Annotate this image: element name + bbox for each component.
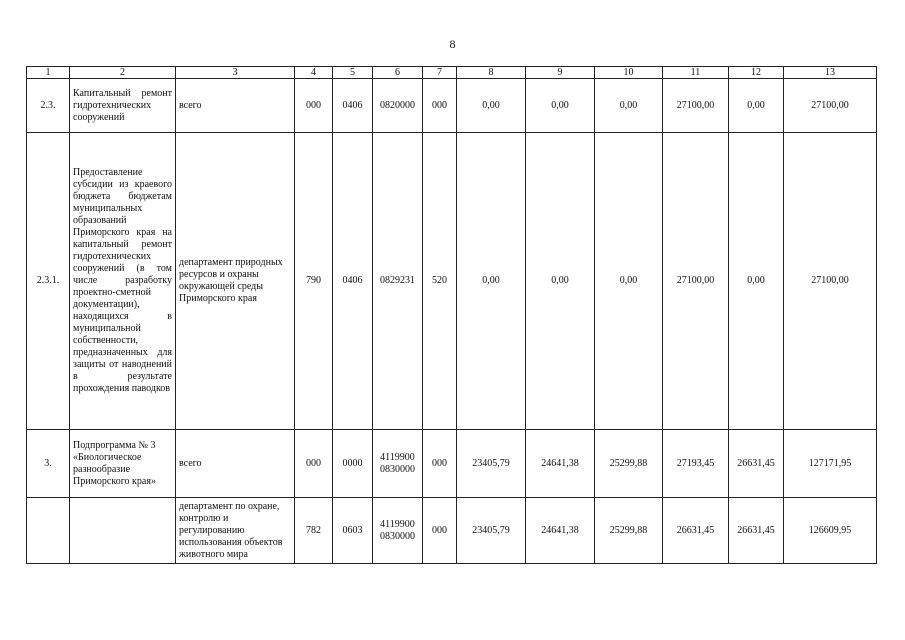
table-row <box>27 79 877 133</box>
cell-amount: 25299,88 <box>595 498 663 564</box>
cell-amount: 23405,79 <box>457 498 526 564</box>
measure-name: Подпрограмма № 3 «Биологическое разнообразие Приморского края» <box>70 430 176 498</box>
cell-rzpr: 0000 <box>333 430 373 498</box>
cell-vr: 000 <box>423 430 457 498</box>
cell-vr: 000 <box>423 498 457 564</box>
measure-name: Капитальный ремонт гидротехнических сооружений <box>70 79 176 133</box>
cell-amount: 0,00 <box>526 133 595 430</box>
column-number: 6 <box>373 67 423 79</box>
cell-csr <box>373 430 423 498</box>
cell-amount: 27193,45 <box>663 430 729 498</box>
cell-csr: 0820000 <box>373 79 423 133</box>
column-number-row <box>27 67 877 79</box>
column-number: 12 <box>729 67 784 79</box>
row-number <box>27 498 70 564</box>
cell-amount: 0,00 <box>595 133 663 430</box>
cell-total: 127171,95 <box>784 430 877 498</box>
column-number: 3 <box>176 67 295 79</box>
csr-code-line: 0830000 <box>380 463 415 475</box>
cell-grbs: 790 <box>295 133 333 430</box>
column-number: 8 <box>457 67 526 79</box>
cell-rzpr: 0406 <box>333 79 373 133</box>
responsible-executor: всего <box>176 430 295 498</box>
measure-name <box>70 498 176 564</box>
cell-amount: 0,00 <box>457 133 526 430</box>
responsible-executor: департамент природных ресурсов и охраны окружающей среды Приморского края <box>176 133 295 430</box>
cell-amount: 0,00 <box>457 79 526 133</box>
row-number: 2.3.1. <box>27 133 70 430</box>
cell-total: 27100,00 <box>784 133 877 430</box>
table-row <box>27 430 877 498</box>
cell-amount: 0,00 <box>595 79 663 133</box>
cell-amount: 26631,45 <box>663 498 729 564</box>
cell-grbs: 000 <box>295 79 333 133</box>
cell-amount: 26631,45 <box>729 430 784 498</box>
cell-amount: 23405,79 <box>457 430 526 498</box>
cell-amount: 0,00 <box>729 79 784 133</box>
table-row <box>27 133 877 430</box>
column-number: 9 <box>526 67 595 79</box>
cell-amount: 24641,38 <box>526 498 595 564</box>
column-number: 7 <box>423 67 457 79</box>
cell-amount: 27100,00 <box>663 79 729 133</box>
csr-code-line: 4119900 <box>380 451 415 463</box>
column-number: 10 <box>595 67 663 79</box>
cell-grbs: 782 <box>295 498 333 564</box>
column-number: 1 <box>27 67 70 79</box>
csr-code-line: 4119900 <box>380 518 415 530</box>
cell-rzpr: 0406 <box>333 133 373 430</box>
measure-name: Предоставление субсидии из краевого бюджета бюджетам муниципальных образований Приморского края на капитальный ремонт гидротехнических сооружений (в том числе разработку проектно-сметной документации), находящихся в муниципальной собственности, предназначенных для защиты от наводнений в результате прохождения паводков <box>70 133 176 430</box>
cell-csr <box>373 498 423 564</box>
row-number: 2.3. <box>27 79 70 133</box>
responsible-executor: департамент по охране, контролю и регулированию использования объектов животного мира <box>176 498 295 564</box>
cell-total: 126609,95 <box>784 498 877 564</box>
column-number: 13 <box>784 67 877 79</box>
cell-csr: 0829231 <box>373 133 423 430</box>
cell-grbs: 000 <box>295 430 333 498</box>
column-number: 4 <box>295 67 333 79</box>
budget-table <box>26 66 877 564</box>
csr-code-line: 0830000 <box>380 530 415 542</box>
cell-total: 27100,00 <box>784 79 877 133</box>
cell-amount: 27100,00 <box>663 133 729 430</box>
cell-amount: 25299,88 <box>595 430 663 498</box>
cell-rzpr: 0603 <box>333 498 373 564</box>
cell-amount: 24641,38 <box>526 430 595 498</box>
page-number: 8 <box>449 37 456 51</box>
cell-amount: 0,00 <box>526 79 595 133</box>
cell-vr: 520 <box>423 133 457 430</box>
responsible-executor: всего <box>176 79 295 133</box>
row-number: 3. <box>27 430 70 498</box>
column-number: 5 <box>333 67 373 79</box>
cell-vr: 000 <box>423 79 457 133</box>
table-row <box>27 498 877 564</box>
cell-amount: 0,00 <box>729 133 784 430</box>
column-number: 2 <box>70 67 176 79</box>
cell-amount: 26631,45 <box>729 498 784 564</box>
column-number: 11 <box>663 67 729 79</box>
